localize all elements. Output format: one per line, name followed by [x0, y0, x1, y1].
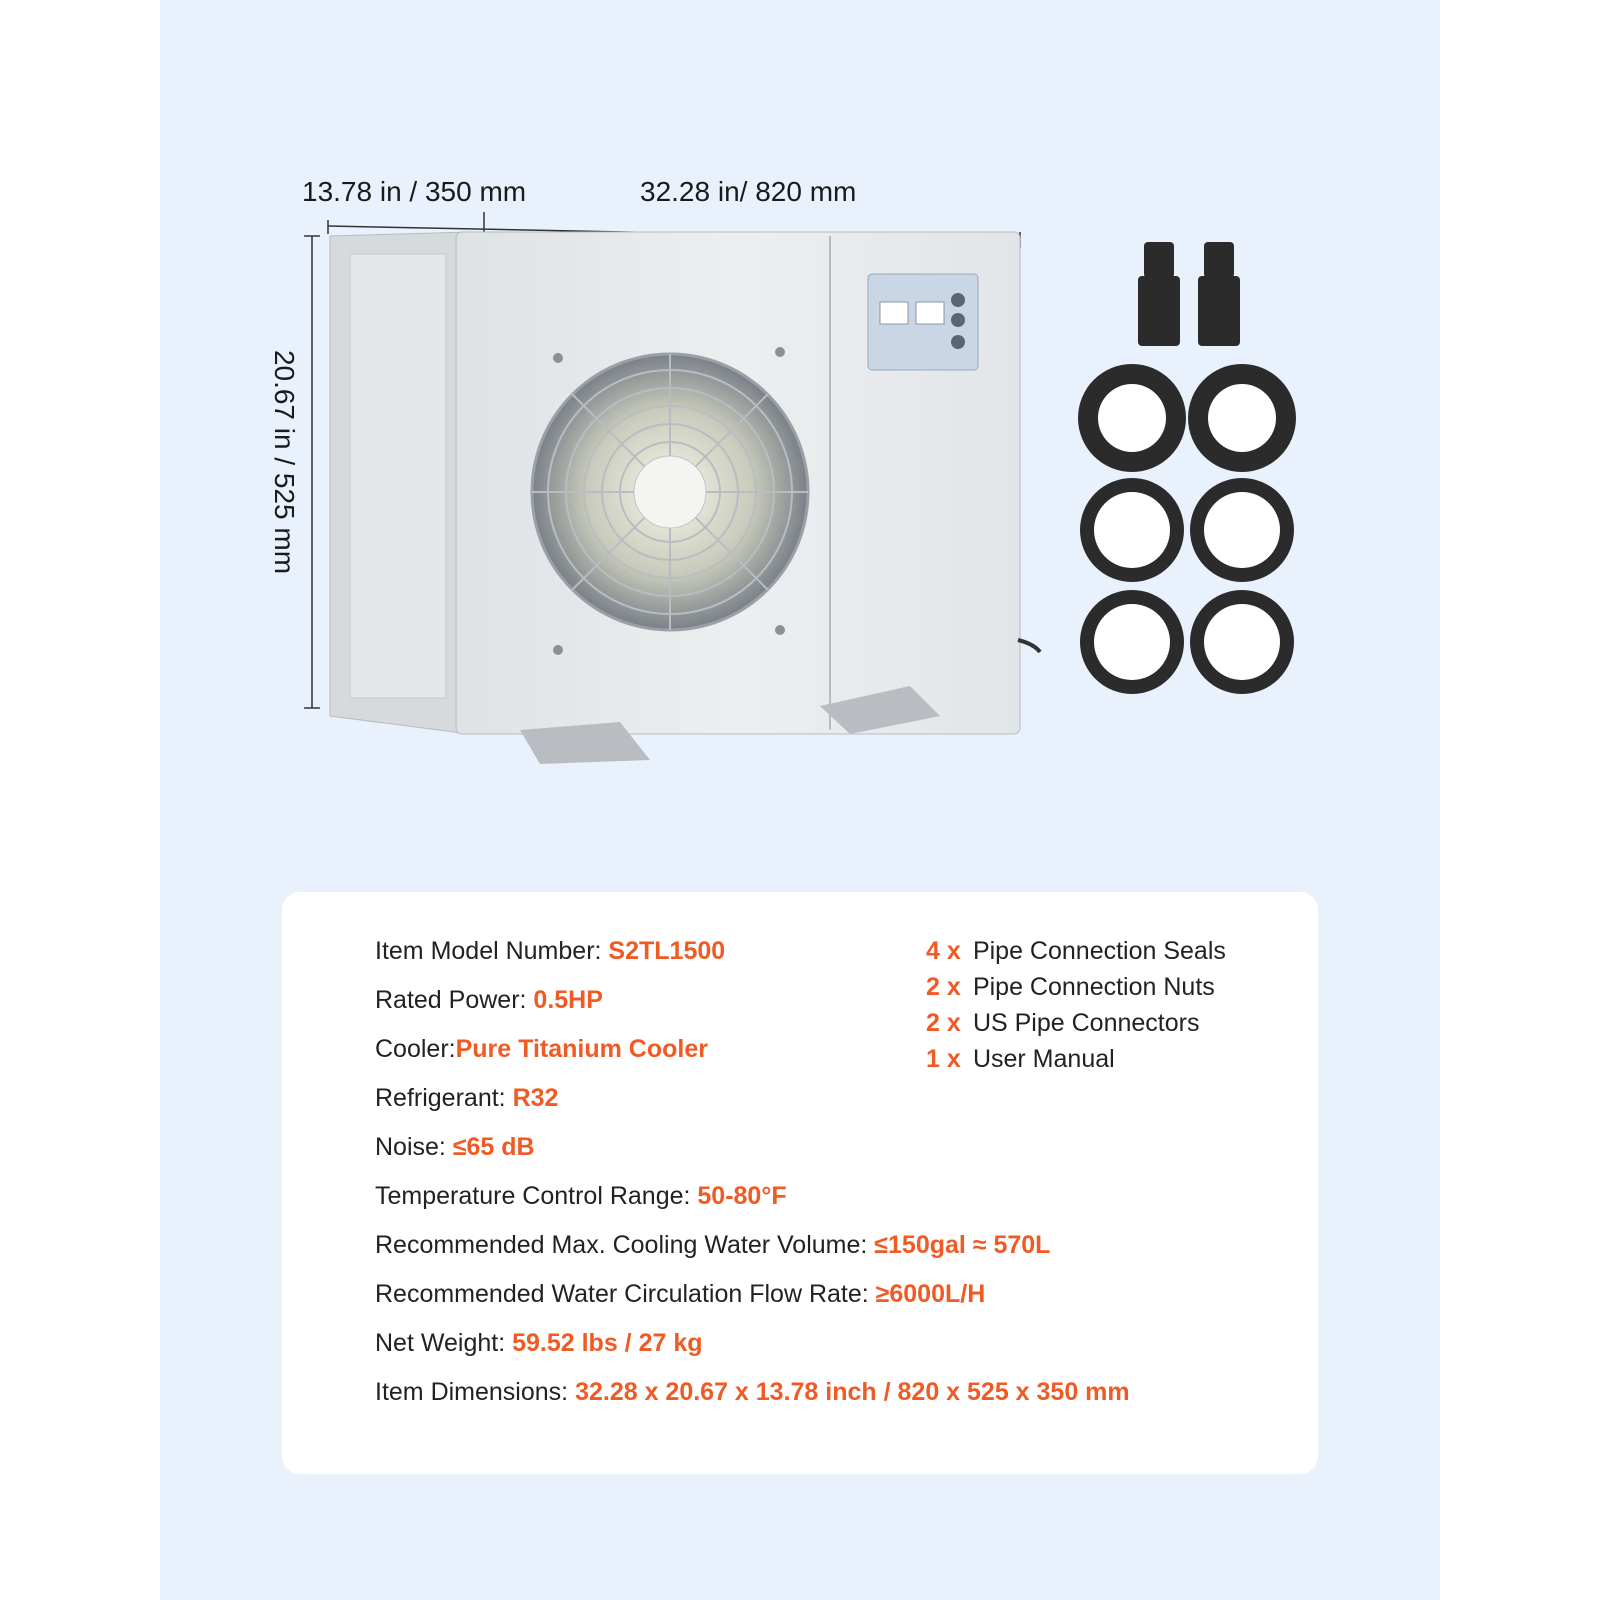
spec-value: R32: [512, 1084, 559, 1112]
spec-label: Cooler:: [375, 1035, 456, 1063]
spec-value: 59.52 lbs / 27 kg: [512, 1329, 703, 1357]
width-dimension-label: 32.28 in/ 820 mm: [640, 176, 857, 207]
spec-row-temperature: [375, 1181, 1130, 1211]
package-item: [926, 1008, 1226, 1038]
pipe-nut-right: [1188, 364, 1296, 472]
package-item-name: Pipe Connection Seals: [972, 937, 1226, 965]
spec-row-noise: [375, 1132, 1130, 1162]
spec-value: S2TL1500: [608, 937, 726, 965]
package-contents-list: [926, 936, 1226, 1080]
package-item-name: User Manual: [972, 1045, 1115, 1073]
spec-value: 50-80°F: [697, 1182, 787, 1210]
depth-dimension-label: 13.78 in / 350 mm: [302, 176, 527, 207]
spec-label: Net Weight:: [375, 1329, 513, 1357]
spec-row-flow-rate: [375, 1279, 1130, 1309]
spec-label: Temperature Control Range:: [375, 1182, 698, 1210]
spec-label: Refrigerant:: [375, 1084, 513, 1112]
heat-pump-unit: [330, 232, 1040, 764]
spec-value: 32.28 x 20.67 x 13.78 inch / 820 x 525 x 350 mm: [575, 1378, 1130, 1406]
spec-row-weight: [375, 1328, 1130, 1358]
spec-value: 0.5HP: [533, 986, 603, 1014]
height-dimension-label: 20.67 in / 525 mm: [269, 349, 300, 575]
spec-value: ≥6000L/H: [875, 1280, 986, 1308]
spec-row-refrigerant: [375, 1083, 1130, 1113]
spec-value: ≤150gal ≈ 570L: [874, 1231, 1051, 1259]
accessories: [1078, 242, 1296, 694]
spec-card: [282, 892, 1318, 1474]
spec-label: Recommended Water Circulation Flow Rate:: [375, 1280, 876, 1308]
spec-label: Noise:: [375, 1133, 453, 1161]
package-qty: 2 x: [926, 1009, 961, 1037]
seal-ring: [1080, 478, 1294, 694]
package-item-name: US Pipe Connectors: [972, 1009, 1200, 1037]
spec-value: ≤65 dB: [452, 1133, 535, 1161]
package-item: [926, 972, 1226, 1002]
spec-label: Recommended Max. Cooling Water Volume:: [375, 1231, 875, 1259]
spec-label: Item Dimensions:: [375, 1378, 576, 1406]
package-item: [926, 1044, 1226, 1074]
package-item-name: Pipe Connection Nuts: [972, 973, 1215, 1001]
package-qty: 2 x: [926, 973, 961, 1001]
spec-value: Pure Titanium Cooler: [455, 1035, 708, 1063]
pipe-connector-right: [1198, 242, 1240, 346]
pipe-connector-left: [1138, 242, 1180, 346]
spec-label: Rated Power:: [375, 986, 534, 1014]
spec-label: Item Model Number:: [375, 937, 609, 965]
package-item: [926, 936, 1226, 966]
package-qty: 4 x: [926, 937, 961, 965]
spec-row-dimensions: [375, 1377, 1130, 1407]
spec-row-water-volume: [375, 1230, 1130, 1260]
package-qty: 1 x: [926, 1045, 961, 1073]
pipe-nut-left: [1078, 364, 1186, 472]
